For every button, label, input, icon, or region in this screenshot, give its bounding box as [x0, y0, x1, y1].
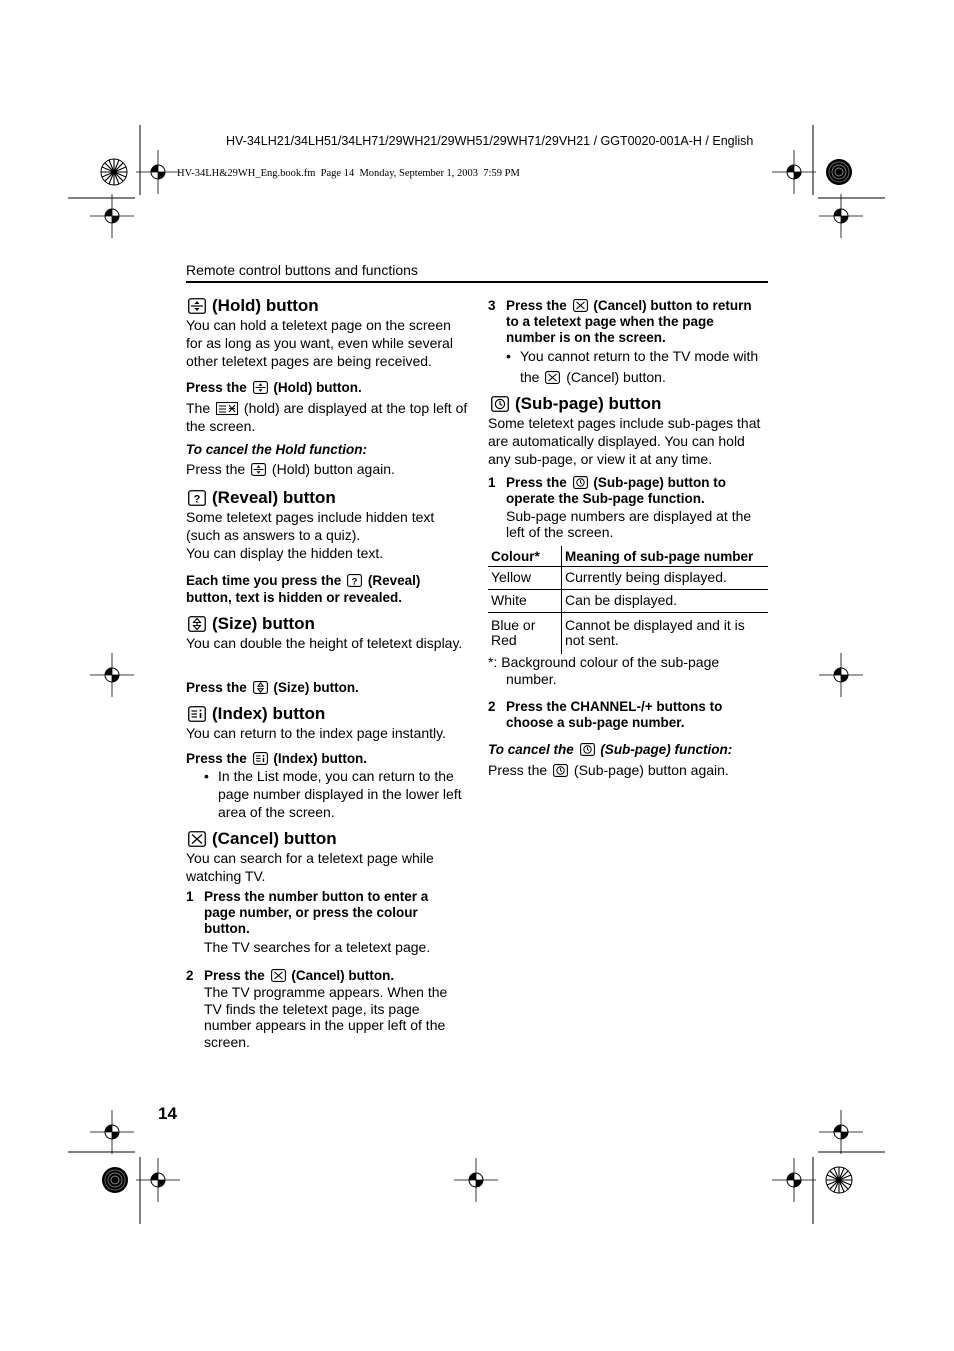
- svg-text:?: ?: [193, 493, 201, 506]
- cancel-step2-pre: Press the: [204, 968, 265, 983]
- subpage-step1-post: (Sub-page) button to operate the Sub-page function.: [506, 475, 727, 506]
- svg-text:?: ?: [351, 576, 358, 587]
- size-title: [188, 614, 315, 634]
- cancel-icon: [573, 299, 588, 312]
- subpage-table: [488, 546, 768, 654]
- index-body: You can return to the index page instantly.: [186, 725, 446, 741]
- hold-cancel-heading: To cancel the Hold function:: [186, 442, 367, 457]
- cancel-step2-text: The TV programme appears. When the TV finds the teletext page, its page number appears in the upper left of the screen.: [204, 984, 448, 1050]
- subpage-cancel-post: (Sub-page) function:: [600, 742, 733, 757]
- cancel-step2-post: (Cancel) button.: [291, 968, 395, 983]
- subpage-cancel-heading: [488, 741, 732, 758]
- cancel-step3-pre: Press the: [506, 298, 567, 313]
- subpage-body: Some teletext pages include sub-pages that are automatically displayed. You can hold any sub-page, or view it at any time.: [488, 415, 761, 467]
- hold-display-icon: [216, 402, 238, 415]
- subpage-title: [491, 394, 661, 414]
- subpage-step1-pre: Press the: [506, 475, 567, 490]
- step-number: 2: [488, 699, 496, 714]
- table-cell: Blue or Red: [488, 613, 562, 655]
- reveal-body-1: Some teletext pages include hidden text (such as answers to a quiz).: [186, 509, 435, 543]
- step-number: 1: [488, 475, 496, 490]
- subpage-footnote: *: Background colour of the sub-page number.: [488, 654, 720, 687]
- subpage-step-1: [488, 475, 770, 540]
- reveal-icon: [188, 490, 206, 506]
- cancel-step3-press: [506, 298, 756, 346]
- subpage-step2-bold: Press the CHANNEL-/+ buttons to choose a sub-page number.: [506, 699, 723, 730]
- hold-cancel-post: (Hold) button again.: [271, 461, 395, 477]
- step-number: 1: [186, 889, 194, 904]
- reveal-icon: [347, 574, 362, 587]
- index-bullet: [204, 767, 466, 821]
- cancel-step3-bullet-text: [520, 346, 768, 388]
- reveal-title-text: (Reveal) button: [212, 488, 336, 507]
- cancel-step-3: [488, 298, 770, 346]
- subpage-icon: [573, 476, 588, 489]
- index-press: [186, 751, 367, 767]
- size-title-text: (Size) button: [212, 614, 315, 633]
- table-cell: Can be displayed.: [562, 590, 769, 613]
- hold-cancel-text: [186, 460, 395, 478]
- size-icon: [188, 616, 206, 632]
- cancel-body: You can search for a teletext page while watching TV.: [186, 850, 434, 884]
- subpage-cancel-pre: To cancel the: [488, 742, 574, 757]
- step-number: 2: [186, 968, 194, 983]
- subpage-icon: [491, 396, 509, 412]
- hold-note-post: (hold) are displayed at the top left of the screen.: [186, 400, 468, 434]
- cancel-icon: [188, 831, 206, 847]
- subpage-cancel-text-pre: Press the: [488, 762, 548, 778]
- size-press-post: (Size) button.: [273, 680, 359, 695]
- cancel-step3-bullet-post: (Cancel) button.: [566, 369, 666, 385]
- table-cell: Currently being displayed.: [562, 567, 769, 590]
- hold-icon: [253, 381, 268, 394]
- table-header-colour: Colour*: [491, 549, 540, 564]
- bullet-dot: •: [204, 768, 209, 784]
- hold-press-pre: Press the: [186, 380, 247, 395]
- subpage-cancel-text-post: (Sub-page) button again.: [573, 762, 729, 778]
- index-title-text: (Index) button: [212, 704, 326, 723]
- cancel-step-2: [186, 968, 468, 1050]
- table-cell: Yellow: [488, 567, 562, 590]
- subpage-step1-press: [506, 475, 764, 507]
- cancel-step-1: [186, 889, 468, 956]
- cancel-step2-press: [204, 968, 468, 984]
- cancel-step1-bold: Press the number button to enter a page number, or press the colour button.: [204, 889, 429, 936]
- table-cell: Cannot be displayed and it is not sent.: [562, 613, 769, 655]
- hold-body: You can hold a teletext page on the screen for as long as you want, even while several other teletext pages are being received.: [186, 317, 453, 369]
- hold-icon: [251, 463, 266, 476]
- reveal-press-pre: Each time you press the: [186, 573, 342, 588]
- book-line: HV-34LH&29WH_Eng.book.fm Page 14 Monday, September 1, 2003 7:59 PM: [177, 168, 520, 179]
- hold-press: [186, 380, 362, 396]
- index-title: [188, 704, 325, 724]
- subpage-cancel-text: [488, 761, 729, 779]
- cancel-step3-post: (Cancel) button to return to a teletext page when the page number is on the screen.: [506, 298, 752, 345]
- subpage-step1-text: Sub-page numbers are displayed at the left of the screen.: [506, 508, 752, 540]
- hold-note: [186, 399, 468, 435]
- hold-icon: [188, 298, 206, 314]
- reveal-press-post: (Reveal) button, text is hidden or revealed.: [186, 573, 421, 605]
- section-title: Remote control buttons and functions: [186, 262, 418, 278]
- index-icon: [188, 706, 206, 722]
- table-row: [488, 613, 768, 655]
- hold-title-text: (Hold) button: [212, 296, 319, 315]
- table-header-row: [488, 546, 768, 567]
- table-row: [488, 567, 768, 590]
- reveal-title: [188, 488, 336, 508]
- header-rule: [186, 281, 768, 283]
- subpage-title-text: (Sub-page) button: [515, 394, 662, 413]
- index-icon: [253, 752, 268, 765]
- size-press-pre: Press the: [186, 680, 247, 695]
- hold-note-pre: The: [186, 400, 211, 416]
- cancel-icon: [545, 371, 560, 384]
- reveal-body-2: You can display the hidden text.: [186, 545, 384, 561]
- index-press-pre: Press the: [186, 751, 247, 766]
- subpage-icon: [580, 743, 595, 756]
- cancel-title: [188, 829, 337, 849]
- page-number: 14: [158, 1104, 177, 1123]
- cancel-title-text: (Cancel) button: [212, 829, 337, 848]
- size-press: [186, 680, 359, 696]
- hold-cancel-pre: Press the: [186, 461, 246, 477]
- index-press-post: (Index) button.: [273, 751, 368, 766]
- table-header-meaning: Meaning of sub-page number: [562, 546, 769, 567]
- cancel-icon: [271, 969, 286, 982]
- index-bullet-text: In the List mode, you can return to the page number displayed in the lower left area of the screen.: [218, 768, 462, 820]
- step-number: 3: [488, 298, 496, 313]
- hold-title: [188, 296, 319, 316]
- table-row: [488, 590, 768, 613]
- reveal-press: [186, 572, 466, 606]
- bullet-dot: •: [506, 348, 511, 364]
- subpage-icon: [553, 764, 568, 777]
- size-icon: [253, 681, 268, 694]
- cancel-step3-bullet: [506, 346, 768, 388]
- hold-press-post: (Hold) button.: [273, 380, 362, 395]
- cancel-step3-bullet-pre: You cannot return to the TV mode with the: [520, 348, 759, 385]
- size-body: You can double the height of teletext display.: [186, 635, 463, 651]
- subpage-step-2: [488, 699, 770, 731]
- model-line: HV-34LH21/34LH51/34LH71/29WH21/29WH51/29WH71/29VH21 / GGT0020-001A-H / English: [226, 134, 754, 148]
- cancel-step1-text: The TV searches for a teletext page.: [204, 939, 431, 955]
- table-cell: White: [488, 590, 562, 613]
